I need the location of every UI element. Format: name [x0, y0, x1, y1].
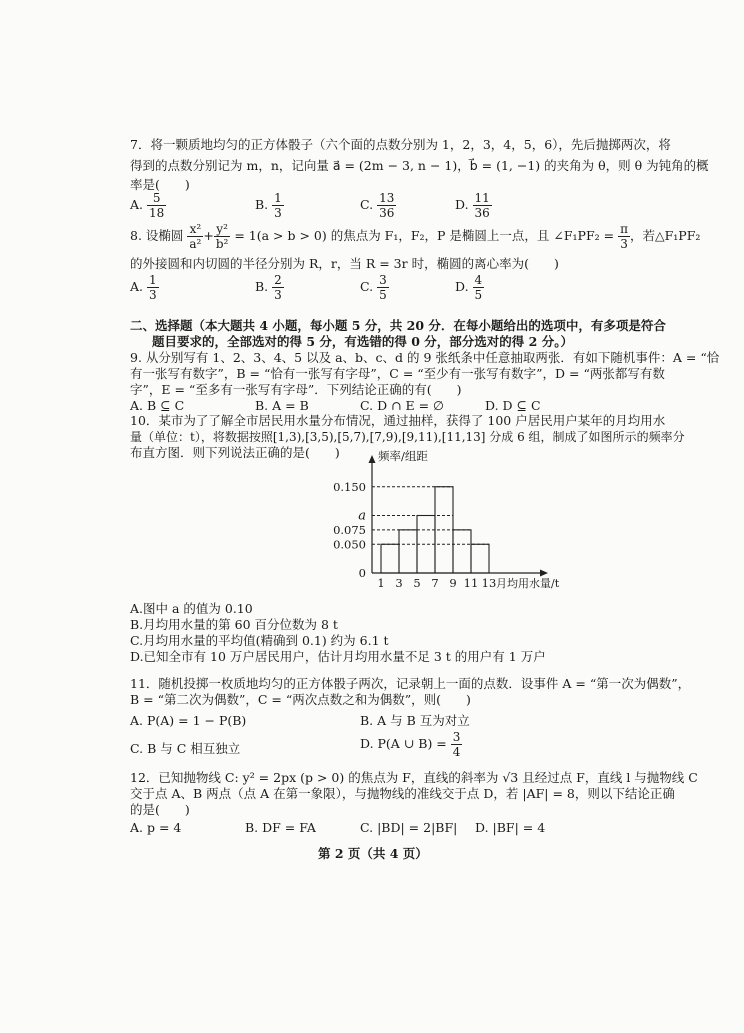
x-tick-label: 9	[449, 576, 457, 590]
q12-line1: 12．已知抛物线 C: y² = 2px (p > 0) 的焦点为 F，直线的斜率为 √3 且经过点 F，直线 l 与抛物线 C	[130, 770, 698, 785]
q12-option-a[interactable]: A. p = 4	[130, 820, 182, 835]
x-tick-label: 5	[413, 576, 421, 590]
histogram-bar	[453, 530, 471, 573]
y-tick-label: 0.150	[333, 479, 366, 494]
y-axis-label: 频率/组距	[378, 449, 428, 463]
q9-line2: 有一张写有数字”，B = “恰有一张写有字母”，C = “至少有一张写有数字”，D = “两张都写有数	[130, 366, 665, 381]
fraction: $\frac{11}{36}$	[474, 191, 490, 220]
fraction: $\frac{2}{3}$	[274, 273, 282, 302]
q10-line2: 量（单位：t），将数据按照[1,3),[3,5),[5,7),[7,9),[9,11),[11,13] 分成 6 组，制成了如图所示的频率分	[130, 430, 685, 444]
x-tick-label: 13	[481, 576, 497, 590]
fraction: $\frac{1}{3}$	[274, 191, 282, 220]
q9-option-a[interactable]: A. B ⊆ C	[130, 398, 185, 413]
x-axis-arrow	[540, 570, 548, 577]
fraction: $\frac{\text{y²}}{\text{b²}}$	[215, 222, 229, 251]
q8-option-a[interactable]: A. $\frac{1}{3}$	[130, 273, 157, 302]
q9-option-d[interactable]: D. D ⊆ C	[485, 398, 541, 413]
q9-line3: 字”，E = “至多有一张写有字母”．下列结论正确的有( )	[130, 382, 462, 397]
q8-line2: 的外接圆和内切圆的半径分别为 R，r，当 R = 3r 时，椭圆的离心率为( )	[130, 256, 559, 271]
q12-line3: 的是( )	[130, 802, 190, 817]
x-tick-label: 7	[431, 576, 439, 590]
q7-line3: 率是( )	[130, 177, 190, 192]
q12-option-d[interactable]: D. |BF| = 4	[475, 820, 546, 835]
q12-line2: 交于点 A、B 两点（点 A 在第一象限），与抛物线的准线交于点 D，若 |AF| = 8，则以下结论正确	[130, 786, 675, 801]
q11-line2: B = “第二次为偶数”，C = “两次点数之和为偶数”，则( )	[130, 692, 471, 707]
fraction: $\frac{5}{18}$	[149, 191, 165, 220]
q10-line1: 10．某市为了了解全市居民用水量分布情况，通过抽样，获得了 100 户居民用户某年的月均用水	[130, 413, 666, 428]
frequency-histogram	[320, 448, 570, 598]
q8-option-d[interactable]: D. $\frac{4}{5}$	[455, 273, 483, 302]
x-axis-label: 月均用水量/t	[496, 577, 560, 590]
section-heading: 二、选择题（本大题共 4 小题，每小题 5 分，共 20 分．在每小题给出的选项中，有多项是符合	[130, 318, 666, 333]
y-axis-arrow	[369, 455, 376, 463]
x-tick-label: 1	[377, 576, 385, 590]
fraction: $\frac{\text{x²}}{\text{a²}}$	[189, 222, 202, 251]
y-tick-label: a	[358, 508, 366, 524]
q11-line1: 11．随机投掷一枚质地均匀的正方体骰子两次，记录朝上一面的点数．设事件 A = “第一次为偶数”，	[130, 676, 691, 691]
q8-option-b[interactable]: B. $\frac{2}{3}$	[255, 273, 282, 302]
fraction: $\frac{4}{5}$	[474, 273, 483, 302]
fraction: $\frac{13}{36}$	[379, 191, 395, 220]
section-heading-line2: 题目要求的，全部选对的得 5 分，有选错的得 0 分，部分选对的得 2 分。）	[152, 334, 573, 349]
q7-line2: 得到的点数分别记为 m，n，记向量 a⃗ = (2m − 3, n − 1)，b⃗ = (1, −1) 的夹角为 θ，则 θ 为钝角的概	[130, 158, 709, 173]
q11-option-d[interactable]: D. P(A ∪ B) = $\frac{3}{4}$	[360, 730, 461, 759]
q7-option-c[interactable]: C. $\frac{13}{36}$	[360, 191, 395, 220]
fraction: $\frac{3}{5}$	[379, 273, 387, 302]
q7-option-d[interactable]: D. $\frac{11}{36}$	[455, 191, 490, 220]
fraction: $\frac{1}{3}$	[149, 273, 157, 302]
histogram-bar	[399, 530, 417, 573]
q7-line1: 7．将一颗质地均匀的正方体骰子（六个面的点数分别为 1，2，3，4，5，6），先后抛掷两次，将	[130, 137, 671, 152]
q12-option-b[interactable]: B. DF = FA	[245, 820, 316, 835]
x-tick-label: 11	[463, 576, 479, 590]
q10-line3: 布直方图．则下列说法正确的是( )	[130, 445, 340, 460]
q11-option-c[interactable]: C. B 与 C 相互独立	[130, 741, 241, 756]
q7-option-b[interactable]: B. $\frac{1}{3}$	[255, 191, 282, 220]
q9-option-c[interactable]: C. D ∩ E = ∅	[360, 398, 444, 413]
histogram-bar	[471, 544, 489, 573]
q10-option-c[interactable]: C.月均用水量的平均值(精确到 0.1) 约为 6.1 t	[130, 633, 389, 648]
q11-option-a[interactable]: A. P(A) = 1 − P(B)	[130, 713, 247, 728]
histogram-bar	[381, 544, 399, 573]
page-footer: 第 2 页（共 4 页）	[318, 846, 428, 861]
fraction: $\frac{\pi}{3}$	[620, 222, 628, 251]
q12-option-c[interactable]: C. |BD| = 2|BF|	[360, 820, 458, 835]
fraction: $\frac{3}{4}$	[452, 730, 461, 759]
q11-option-b[interactable]: B. A 与 B 互为对立	[360, 713, 470, 728]
q10-option-d[interactable]: D.已知全市有 10 万户居民用户，估计月均用水量不足 3 t 的用户有 1 万户	[130, 649, 546, 664]
y-tick-label: 0	[358, 566, 366, 580]
q8-option-c[interactable]: C. $\frac{3}{5}$	[360, 273, 387, 302]
q8-line1: 8. 设椭圆 $\frac{\text{x²}}{\text{a²}}$ + $\frac{\text{y²}}{\text{b²}}$ = 1(a > b > 0) 的焦点为 F₁，F₂，P 是椭圆上一点，且 ∠F₁PF₂ = $\frac{\pi}{3}$ ，若△F₁PF₂	[130, 222, 701, 251]
y-tick-label: 0.050	[333, 537, 366, 552]
y-tick-label: 0.075	[333, 522, 366, 537]
x-tick-label: 3	[395, 576, 403, 590]
q10-option-a[interactable]: A.图中 a 的值为 0.10	[130, 601, 253, 616]
q10-option-b[interactable]: B.月均用水量的第 60 百分位数为 8 t	[130, 617, 338, 632]
q9-option-b[interactable]: B. A = B	[255, 398, 309, 413]
q7-option-a[interactable]: A. $\frac{5}{18}$	[130, 191, 165, 220]
q9-line1: 9. 从分别写有 1、2、3、4、5 以及 a、b、c、d 的 9 张纸条中任意抽取两张．有如下随机事件：A = “恰	[130, 350, 720, 365]
